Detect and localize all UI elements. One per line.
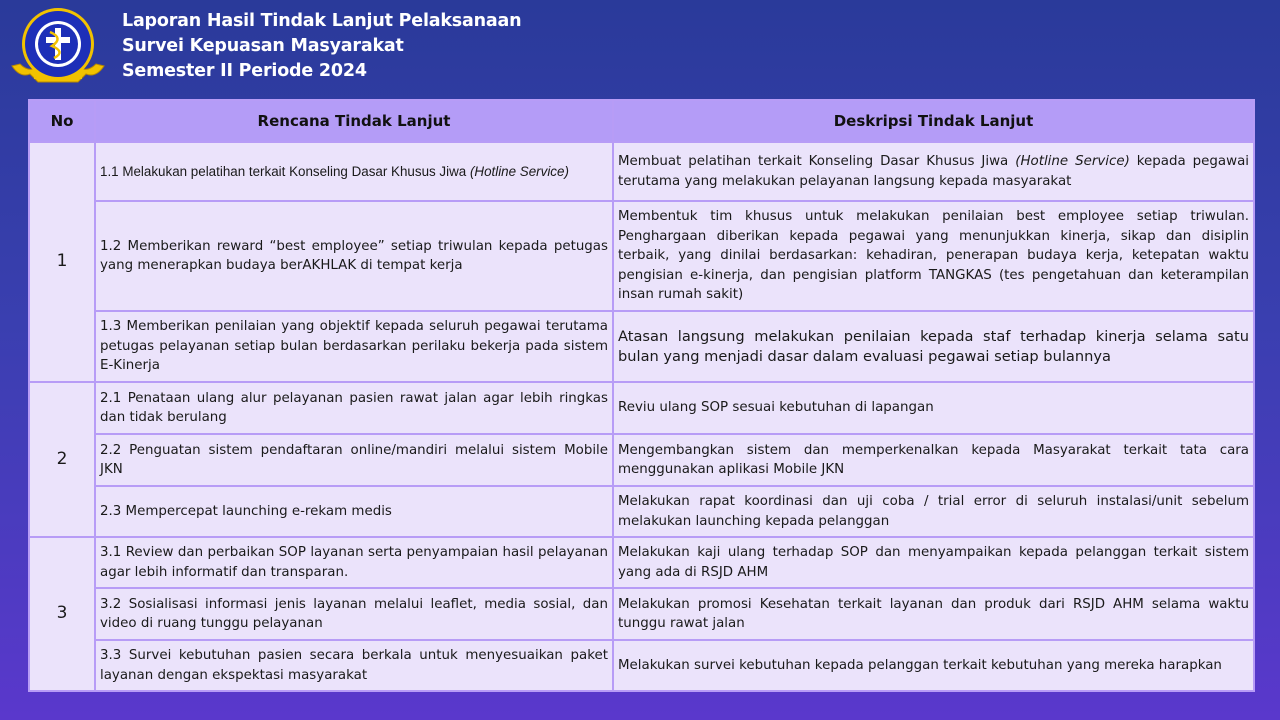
plan-cell: 3.3 Survei kebutuhan pasien secara berkala untuk menyesuaikan paket layanan dengan ekspektasi masyarakat <box>95 640 613 691</box>
description-text: Membuat pelatihan terkait Konseling Dasar Khusus Jiwa <box>618 154 1016 169</box>
description-cell: Atasan langsung melakukan penilaian kepada staf terhadap kinerja selama satu bulan yang menjadi dasar dalam evaluasi pegawai setiap bulannya <box>613 311 1254 382</box>
table-row <box>29 434 1254 486</box>
description-cell: Mengembangkan sistem dan memperkenalkan kepada Masyarakat terkait tata cara menggunakan aplikasi Mobile JKN <box>613 434 1254 486</box>
plan-cell: 3.2 Sosialisasi informasi jenis layanan melalui leaflet, media sosial, dan video di ruang tunggu pelayanan <box>95 588 613 640</box>
follow-up-table <box>28 99 1255 692</box>
hospital-logo <box>8 6 108 90</box>
header-plan: Rencana Tindak Lanjut <box>95 100 613 142</box>
plan-cell: 2.1 Penataan ulang alur pelayanan pasien rawat jalan agar lebih ringkas dan tidak berulang <box>95 382 613 434</box>
row-number: 3 <box>29 537 95 691</box>
title-line-3: Semester II Periode 2024 <box>122 61 367 81</box>
description-cell: Melakukan kaji ulang terhadap SOP dan menyampaikan kepada pelanggan terkait sistem yang ada di RSJD AHM <box>613 537 1254 588</box>
table-row <box>29 640 1254 691</box>
plan-text: 1.1 Melakukan pelatihan terkait Konseling Dasar Khusus Jiwa <box>100 163 470 179</box>
plan-italic-text: (Hotline Service) <box>469 163 569 179</box>
plan-cell: 1.3 Memberikan penilaian yang objektif kepada seluruh pegawai terutama petugas pelayanan setiap bulan berdasarkan perilaku bekerja pada sistem E-Kinerja <box>95 311 613 382</box>
header-description: Deskripsi Tindak Lanjut <box>613 100 1254 142</box>
plan-cell <box>95 142 613 201</box>
description-cell: Melakukan promosi Kesehatan terkait layanan dan produk dari RSJD AHM selama waktu tunggu rawat jalan <box>613 588 1254 640</box>
plan-cell: 2.3 Mempercepat launching e-rekam medis <box>95 486 613 537</box>
description-cell: Reviu ulang SOP sesuai kebutuhan di lapangan <box>613 382 1254 434</box>
plan-cell: 3.1 Review dan perbaikan SOP layanan serta penyampaian hasil pelayanan agar lebih informatif dan transparan. <box>95 537 613 588</box>
row-number: 1 <box>29 142 95 382</box>
description-cell: Melakukan rapat koordinasi dan uji coba / trial error di seluruh instalasi/unit sebelum melakukan launching kepada pelanggan <box>613 486 1254 537</box>
row-number: 2 <box>29 382 95 537</box>
description-cell: Membentuk tim khusus untuk melakukan penilaian best employee setiap triwulan. Penghargaan diberikan kepada pegawai yang menunjukkan kinerja, sikap dan disiplin terbaik, yang dinilai berdasarkan: kehadiran, penerapan budaya kerja, ketepatan waktu pengisian e-kinerja, dan pengisian platform TANGKAS (tes pengetahuan dan keterampilan insan rumah sakit) <box>613 201 1254 311</box>
page-title <box>122 9 521 84</box>
table-row <box>29 311 1254 382</box>
table-row <box>29 201 1254 311</box>
table-header-row <box>29 100 1254 142</box>
title-line-2: Survei Kepuasan Masyarakat <box>122 36 404 56</box>
description-cell: Melakukan survei kebutuhan kepada pelanggan terkait kebutuhan yang mereka harapkan <box>613 640 1254 691</box>
table-row <box>29 382 1254 434</box>
table-row <box>29 486 1254 537</box>
description-italic-text: (Hotline Service) <box>1015 154 1130 169</box>
table-row <box>29 588 1254 640</box>
description-text-end: kepada pegawai terutama yang melakukan pelayanan langsung kepada masyarakat <box>618 154 1249 189</box>
header-no: No <box>29 100 95 142</box>
plan-cell: 1.2 Memberikan reward “best employee” setiap triwulan kepada petugas yang menerapkan budaya berAKHLAK di tempat kerja <box>95 201 613 311</box>
table-row <box>29 142 1254 201</box>
plan-cell: 2.2 Penguatan sistem pendaftaran online/mandiri melalui sistem Mobile JKN <box>95 434 613 486</box>
description-cell <box>613 142 1254 201</box>
title-line-1: Laporan Hasil Tindak Lanjut Pelaksanaan <box>122 11 522 31</box>
table-row <box>29 537 1254 588</box>
